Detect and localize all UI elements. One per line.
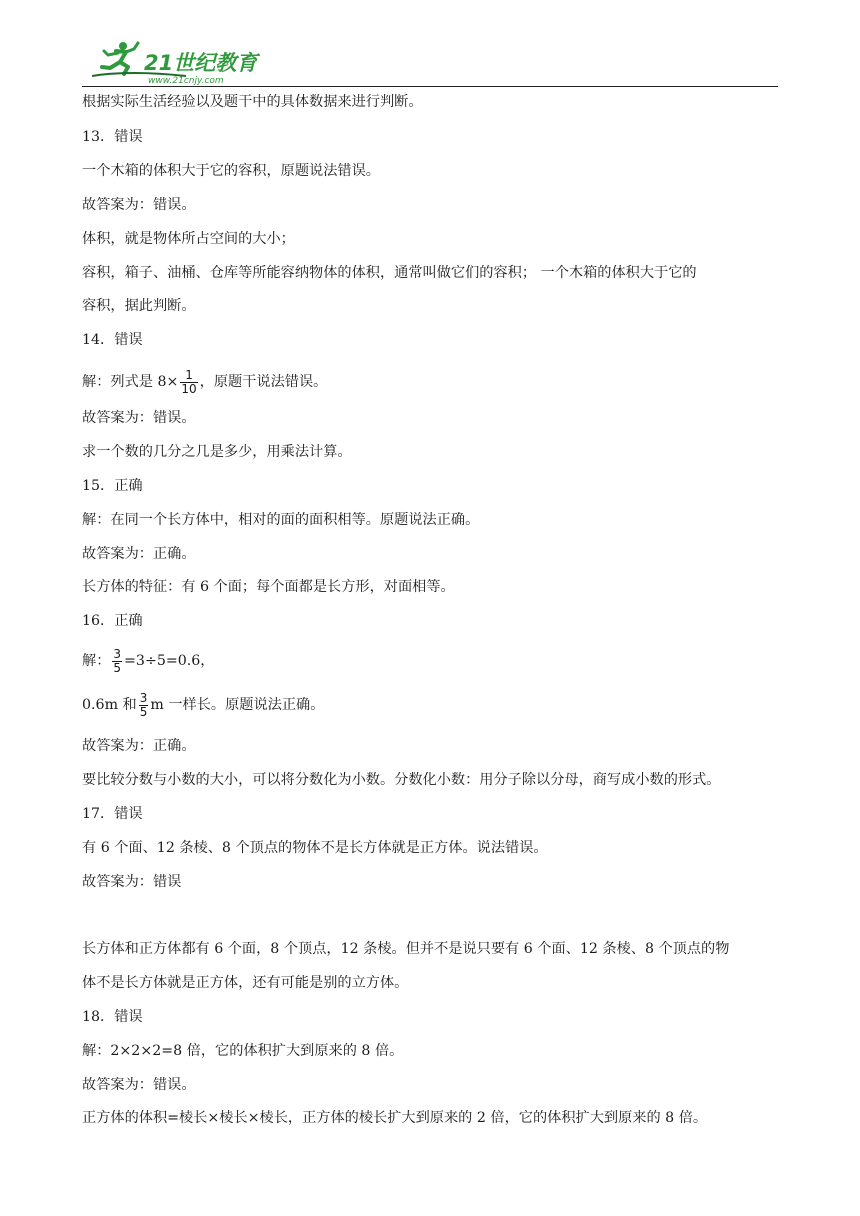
answer-line: 故答案为：错误 [82,874,182,890]
fraction-3-5 [139,692,149,719]
header-divider [82,86,778,87]
text-segment: =3÷5=0.6， [124,653,215,669]
logo [90,40,280,86]
text-segment: 解：列式是 8× [82,374,179,390]
answer-line: 故答案为：错误。 [82,410,196,426]
text-line: 求一个数的几分之几是多少，用乘法计算。 [82,444,352,460]
text-line: 要比较分数与小数的大小，可以将分数化为小数。分数化小数：用分子除以分母，商写成小数的形式。 [82,772,721,788]
text-line: 体不是长方体就是正方体，还有可能是别的立方体。 [82,975,409,991]
fraction-3-5 [112,648,122,675]
fraction-numerator: 3 [139,690,148,705]
question-16-heading: 16．正确 [82,613,143,629]
question-18-heading: 18．错误 [82,1009,143,1025]
text-line: 长方体和正方体都有 6 个面，8 个顶点，12 条棱。但并不是说只要有 6 个面、12 条棱、8 个顶点的物 [82,941,730,957]
text-line [82,367,327,397]
text-line: 根据实际生活经验以及题干中的具体数据来进行判断。 [82,94,423,110]
text-line [82,690,324,720]
text-line [82,646,215,676]
fraction-denominator: 5 [139,704,148,719]
text-line: 容积，箱子、油桶、仓库等所能容纳物体的体积，通常叫做它们的容积； 一个木箱的体积大于它的 [82,265,697,281]
page-header [82,34,778,86]
answer-line: 故答案为：正确。 [82,738,196,754]
fraction-numerator: 1 [180,369,197,383]
text-line: 长方体的特征：有 6 个面；每个面都是长方形，对面相等。 [82,579,455,595]
text-segment: 0.6m 和 [82,697,137,713]
text-line: 容积，据此判断。 [82,298,196,314]
text-segment: m 一样长。原题说法正确。 [150,697,325,713]
fraction-1-10 [180,369,197,396]
text-line: 解：2×2×2=8 倍，它的体积扩大到原来的 8 倍。 [82,1043,404,1059]
question-15-heading: 15．正确 [82,478,143,494]
text-line: 一个木箱的体积大于它的容积，原题说法错误。 [82,163,380,179]
answer-line: 故答案为：错误。 [82,1077,196,1093]
logo-url: www.21cnjy.com [148,76,224,86]
answer-line: 故答案为：正确。 [82,546,196,562]
question-17-heading: 17．错误 [82,806,143,822]
question-13-heading: 13．错误 [82,129,143,145]
fraction-denominator: 5 [113,660,122,675]
text-segment: ，原题干说法错误。 [199,374,328,390]
fraction-numerator: 3 [113,646,122,661]
question-14-heading: 14．错误 [82,332,143,348]
text-line: 正方体的体积=棱长×棱长×棱长，正方体的棱长扩大到原来的 2 倍，它的体积扩大到原来的 8 倍。 [82,1110,708,1126]
logo-text: 21世纪教育 [144,51,258,75]
answer-line: 故答案为：错误。 [82,197,196,213]
text-line: 解：在同一个长方体中，相对的面的面积相等。原题说法正确。 [82,512,480,528]
fraction-denominator: 10 [181,381,197,396]
text-segment: 解： [82,653,111,669]
text-line: 有 6 个面、12 条棱、8 个顶点的物体不是长方体就是正方体。说法错误。 [82,840,548,856]
text-line: 体积，就是物体所占空间的大小； [82,231,295,247]
